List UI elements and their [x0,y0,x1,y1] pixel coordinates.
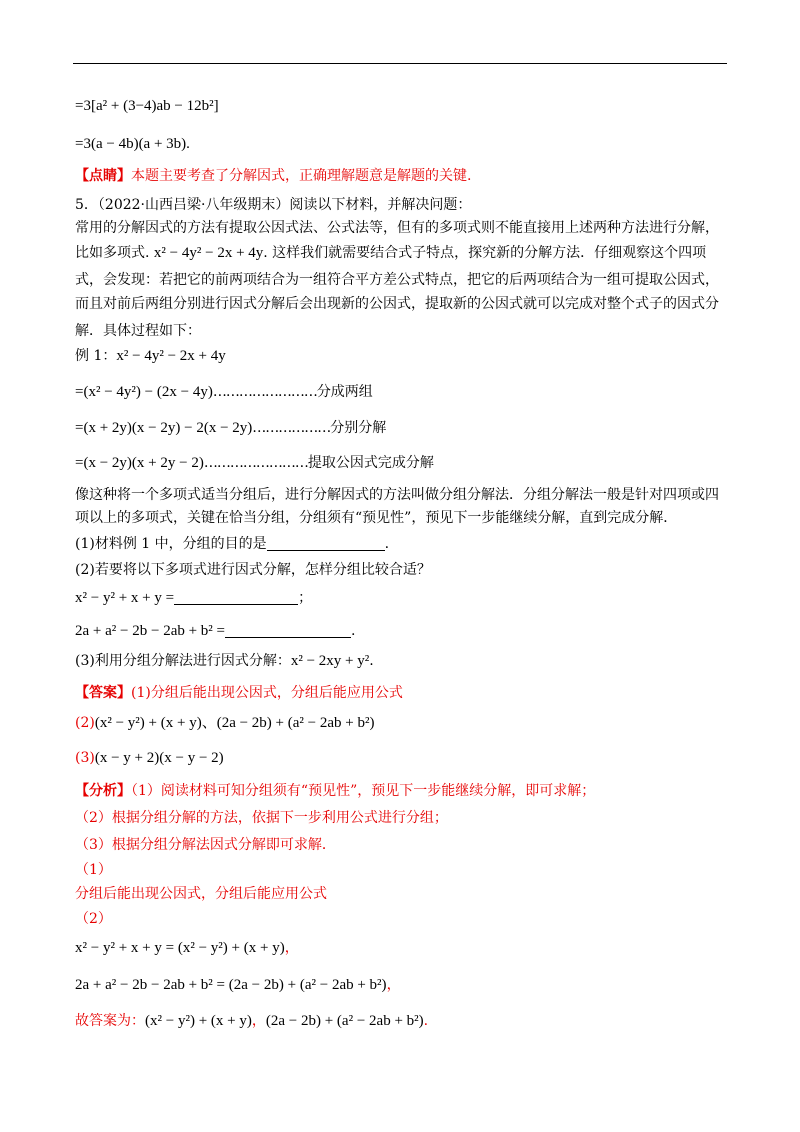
question-1-text: (1)材料例 1 中，分组的目的是 [75,536,267,552]
dianjing-text: 本题主要考查了分解因式，正确理解题意是解题的关键. [131,168,472,184]
question-2b-end: . [351,623,356,639]
answer-3-label: (3) [75,750,95,766]
answer-2-expression: (x² − y²) + (x + y)、(2a − 2b) + (a² − 2ab + b²) [94,715,375,731]
polynomial-example: x² − 4y² − 2x + 4y [153,245,264,261]
question-1 [75,534,389,554]
step-1-line [75,382,373,402]
analysis-line-1 [75,781,595,801]
solution-1-text: 分组后能出现公因式，分组后能应用公式 [75,886,327,902]
answer-2-label: (2) [75,715,95,731]
solution-1-label: （1） [75,862,112,878]
analysis-tag: 【分析】 [75,783,131,799]
final-answer-line [75,1011,428,1031]
final-expression-2: (2a − 2b) + (a² − 2ab + b²) [265,1013,424,1029]
answer-blank-2b[interactable] [225,623,351,638]
question-2b [75,621,355,641]
step-3-expression: =(x − 2y)(x + 2y − 2) [75,455,204,471]
header-rule [73,63,727,64]
question-3-end: . [369,653,374,669]
answer-blank-1[interactable] [267,536,385,551]
question-5-header: 5．（2022·山西吕梁·八年级期末）阅读以下材料，并解决问题： [75,197,472,213]
dianjing-tag: 【点睛】 [75,168,131,184]
question-3-expression: x² − 2xy + y² [290,653,370,669]
paragraph-line-2-b: . 这样我们就需要结合式子特点，探究新的分解方法．仔细观察这个四项 [263,245,707,261]
step-1-dots: …………………… [212,384,317,400]
answer-tag: 【答案】 [75,685,131,701]
solution-2a-end: ， [284,940,299,956]
solution-2b-line [75,975,401,995]
question-2: (2)若要将以下多项式进行因式分解，怎样分组比较合适？ [75,562,431,578]
math-line-1: =3[a² + (3−4)ab − 12b²] [75,98,219,114]
question-2a-end: ； [298,590,313,606]
paragraph-line-1: 常用的分解因式的方法有提取公因式法、公式法等，但有的多项式则不能直接用上述两种方法进行分解， [75,220,719,236]
example-1-label: 例 1： [75,348,117,364]
final-expression-1: (x² − y²) + (x + y) [145,1013,252,1029]
answer-1-text: (1)分组后能出现公因式，分组后能应用公式 [131,685,403,701]
step-3-dots: …………………… [203,455,308,471]
question-2a-expression: x² − y² + x + y = [75,590,175,606]
paragraph-line-2-a: 比如多项式. [75,245,154,261]
example-1-expression: x² − 4y² − 2x + 4y [116,348,226,364]
final-separator: ， [251,1013,266,1029]
answer-blank-2a[interactable] [174,590,298,605]
analysis-line-3: （3）根据分组分解法因式分解即可求解． [75,837,336,853]
question-2a [75,588,312,608]
example-1-line [75,346,226,366]
solution-2b-expression: 2a + a² − 2b − 2ab + b² = (2a − 2b) + (a² − 2ab + b²) [75,977,387,993]
answer-line-1 [75,683,403,703]
paragraph-line-6: 像这种将一个多项式适当分组后，进行分解因式的方法叫做分组分解法．分组分解法一般是针对四项或四 [75,487,719,503]
step-3-note: 提取公因式完成分解 [307,455,434,471]
solution-2b-end: ， [386,977,401,993]
solution-2-label: （2） [75,911,112,927]
paragraph-line-3: 式，会发现：若把它的前两项结合为一组符合平方差公式特点，把它的后两项结合为一组可提取公因式， [75,272,719,288]
paragraph-line-7: 项以上的多项式，关键在恰当分组，分组须有“预见性”，预见下一步能继续分解，直到完成分解． [75,510,678,526]
step-2-dots: ……………… [252,420,331,436]
step-2-line [75,418,386,438]
question-2b-expression: 2a + a² − 2b − 2ab + b² = [75,623,226,639]
question-3-text: (3)利用分组分解法进行因式分解： [75,653,291,669]
question-3 [75,651,374,671]
final-end: . [423,1013,429,1029]
solution-2a-line [75,938,299,958]
step-3-line [75,453,434,473]
step-1-expression: =(x² − 4y²) − (2x − 4y) [75,384,213,400]
paragraph-line-2 [75,243,706,263]
analysis-line-2: （2）根据分组分解的方法，依据下一步利用公式进行分组； [75,810,448,826]
analysis-1-text: （1）阅读材料可知分组须有“预见性”，预见下一步能继续分解，即可求解； [131,783,596,799]
final-label: 故答案为： [75,1013,145,1029]
dianjing-line [75,166,471,186]
solution-2a-expression: x² − y² + x + y = (x² − y²) + (x + y) [75,940,285,956]
step-2-expression: =(x + 2y)(x − 2y) − 2(x − 2y) [75,420,253,436]
paragraph-line-4: 而且对前后两组分别进行因式分解后会出现新的公因式，提取新的公因式就可以完成对整个式子的因式分 [75,296,719,312]
answer-3-expression: (x − y + 2)(x − y − 2) [94,750,224,766]
answer-line-3 [75,748,224,768]
question-1-end: . [384,536,390,552]
answer-line-2 [75,713,374,733]
math-line-2: =3(a − 4b)(a + 3b). [75,136,190,152]
step-1-note: 分成两组 [316,384,373,400]
step-2-note: 分别分解 [330,420,387,436]
paragraph-line-5: 解．具体过程如下： [75,323,201,339]
